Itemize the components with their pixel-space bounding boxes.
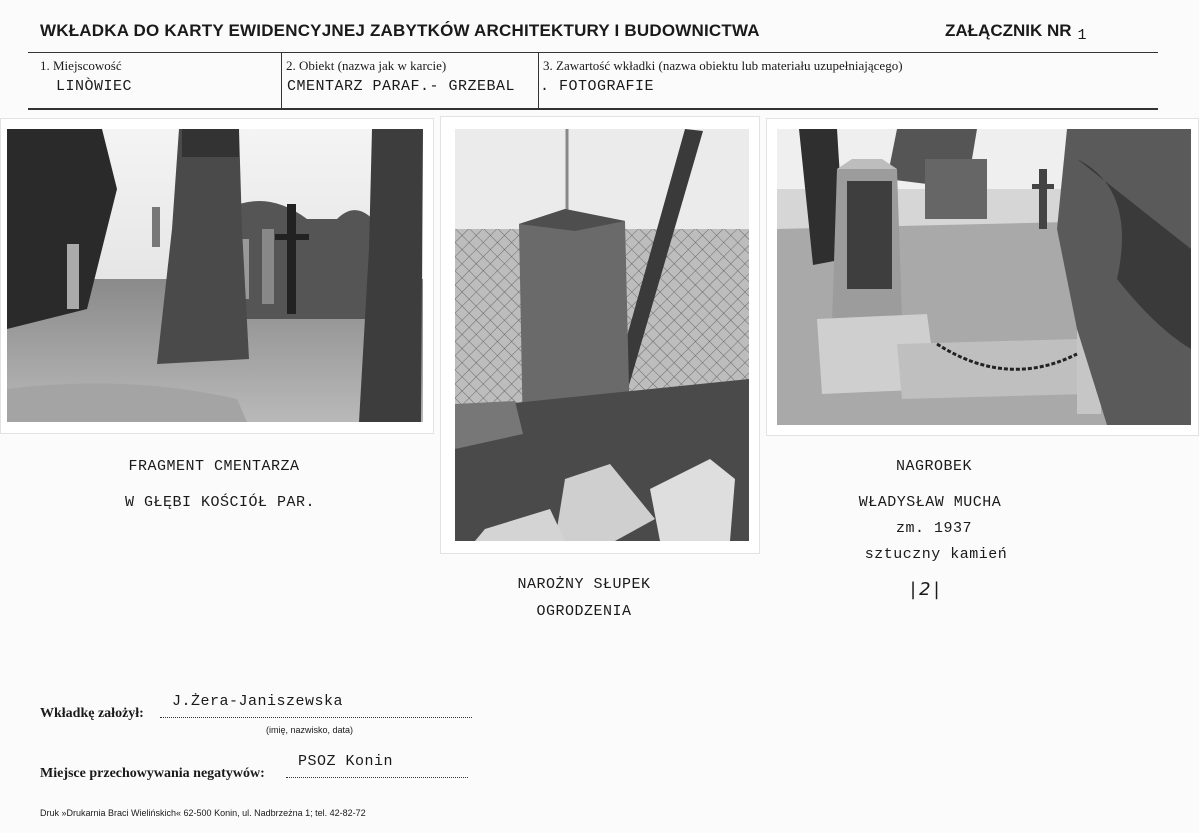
created-by-hint: (imię, nazwisko, data)	[266, 725, 354, 735]
form-title: WKŁADKA DO KARTY EWIDENCYJNEJ ZABYTKÓW ARCHITEKTURY I BUDOWNICTWA	[40, 21, 760, 40]
field-label-contents: 3. Zawartość wkładki (nazwa obiektu lub materiału uzupełniającego)	[543, 58, 903, 73]
attachment-number-value: 1	[1077, 27, 1087, 44]
photo-tombstone-image	[777, 129, 1191, 425]
photo-cemetery-fragment	[0, 118, 434, 434]
photo-tombstone	[766, 118, 1199, 436]
created-by-value: J.Żera-Janiszewska	[172, 693, 344, 710]
attachment-number	[945, 21, 1087, 44]
header-top-rule	[28, 52, 1158, 53]
caption-photo-1-line-1: FRAGMENT CMENTARZA	[128, 458, 300, 475]
negatives-location-label: Miejsce przechowywania negatywów:	[40, 766, 265, 781]
field-value-contents: . FOTOGRAFIE	[540, 78, 655, 95]
attachment-label: ZAŁĄCZNIK NR	[945, 21, 1072, 40]
caption-photo-2-line-1: NAROŻNY SŁUPEK	[517, 576, 651, 593]
caption-photo-3-line-4: sztuczny kamień	[864, 546, 1008, 563]
photo-fence-corner-post	[440, 116, 760, 554]
header-bottom-rule	[28, 108, 1158, 110]
caption-photo-3-line-2: WŁADYSŁAW MUCHA	[858, 494, 1002, 511]
photo-reference-number: |2|	[910, 579, 943, 600]
created-by-dotted-line	[160, 717, 472, 718]
field-label-locality: 1. Miejscowość	[40, 58, 122, 73]
field-value-locality: LINÒWIEC	[56, 78, 133, 95]
field-divider-1	[281, 52, 282, 109]
negatives-location-dotted-line	[286, 777, 468, 778]
caption-photo-3-line-3: zm. 1937	[895, 520, 972, 537]
field-divider-2	[538, 52, 539, 109]
field-label-object: 2. Obiekt (nazwa jak w karcie)	[286, 58, 447, 73]
field-value-object: CMENTARZ PARAF.- GRZEBAL	[287, 78, 516, 95]
caption-photo-1-line-2: W GŁĘBI KOŚCIÓŁ PAR.	[124, 494, 316, 511]
photo-cemetery-fragment-image	[7, 129, 423, 422]
negatives-location-value: PSOZ Konin	[298, 753, 394, 770]
printer-footer: Druk »Drukarnia Braci Wielińskich« 62-500 Konin, ul. Nadbrzeżna 1; tel. 42-82-72	[40, 808, 366, 818]
created-by-label: Wkładkę założył:	[40, 706, 144, 721]
photo-fence-corner-post-image	[455, 129, 749, 541]
caption-photo-3-line-1: NAGROBEK	[895, 458, 972, 475]
caption-photo-2-line-2: OGRODZENIA	[536, 603, 632, 620]
